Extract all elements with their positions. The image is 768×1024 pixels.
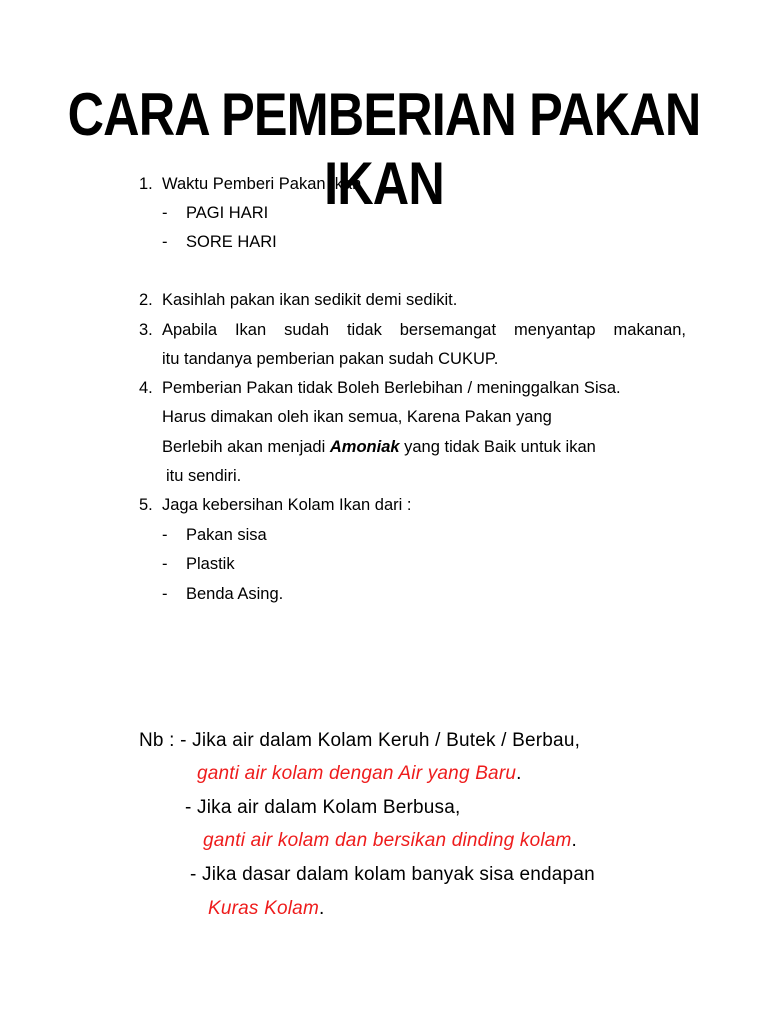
text-fragment: Berlebih akan menjadi bbox=[162, 438, 330, 456]
text-fragment: yang tidak Baik untuk ikan bbox=[399, 438, 596, 456]
sub-item: PAGI HARI bbox=[186, 204, 269, 222]
dash-bullet: - bbox=[162, 204, 168, 222]
sub-item: SORE HARI bbox=[186, 233, 277, 251]
note-line: - Jika dasar dalam kolam banyak sisa endapan bbox=[190, 864, 595, 885]
item-text: Pemberian Pakan tidak Boleh Berlebihan / meninggalkan Sisa. bbox=[162, 379, 621, 397]
item-number: 4. bbox=[139, 379, 153, 397]
item-text-continued: itu sendiri. bbox=[166, 467, 242, 485]
emphasis-amoniak: Amoniak bbox=[329, 438, 400, 456]
note-action-text: ganti air kolam dan bersikan dinding kolam bbox=[203, 830, 572, 851]
item-text: Waktu Pemberi Pakan Ikan bbox=[162, 175, 362, 193]
item-number: 2. bbox=[139, 291, 153, 309]
item-number: 1. bbox=[139, 175, 153, 193]
item-number: 3. bbox=[139, 321, 153, 339]
note-line: Nb : - Jika air dalam Kolam Keruh / Butek / Berbau, bbox=[139, 730, 581, 751]
dash-bullet: - bbox=[162, 233, 168, 251]
note-action-text: ganti air kolam dengan Air yang Baru bbox=[197, 763, 517, 784]
page-title: CARA PEMBERIAN PAKAN IKAN bbox=[67, 81, 701, 217]
note-action bbox=[203, 829, 577, 853]
item-text: Jaga kebersihan Kolam Ikan dari : bbox=[162, 496, 412, 514]
item-text-continued: itu tandanya pemberian pakan sudah CUKUP. bbox=[162, 350, 499, 368]
sub-item: Plastik bbox=[186, 555, 235, 573]
period: . bbox=[516, 763, 522, 784]
dash-bullet: - bbox=[162, 526, 168, 544]
note-action-text: Kuras Kolam bbox=[208, 898, 319, 919]
dash-bullet: - bbox=[162, 585, 168, 603]
item-text-continued bbox=[162, 437, 596, 457]
dash-bullet: - bbox=[162, 555, 168, 573]
period: . bbox=[318, 898, 325, 919]
item-text: Kasihlah pakan ikan sedikit demi sedikit. bbox=[162, 291, 458, 309]
period: . bbox=[571, 830, 578, 851]
item-text: Apabila Ikan sudah tidak bersemangat menyantap makanan, bbox=[162, 321, 686, 339]
sub-item: Benda Asing. bbox=[186, 585, 284, 603]
item-number: 5. bbox=[139, 496, 153, 514]
note-action bbox=[208, 897, 324, 921]
note-action bbox=[197, 762, 522, 786]
item-text-continued: Harus dimakan oleh ikan semua, Karena Pakan yang bbox=[162, 408, 552, 426]
note-line: - Jika air dalam Kolam Berbusa, bbox=[185, 797, 461, 818]
sub-item: Pakan sisa bbox=[186, 526, 267, 544]
